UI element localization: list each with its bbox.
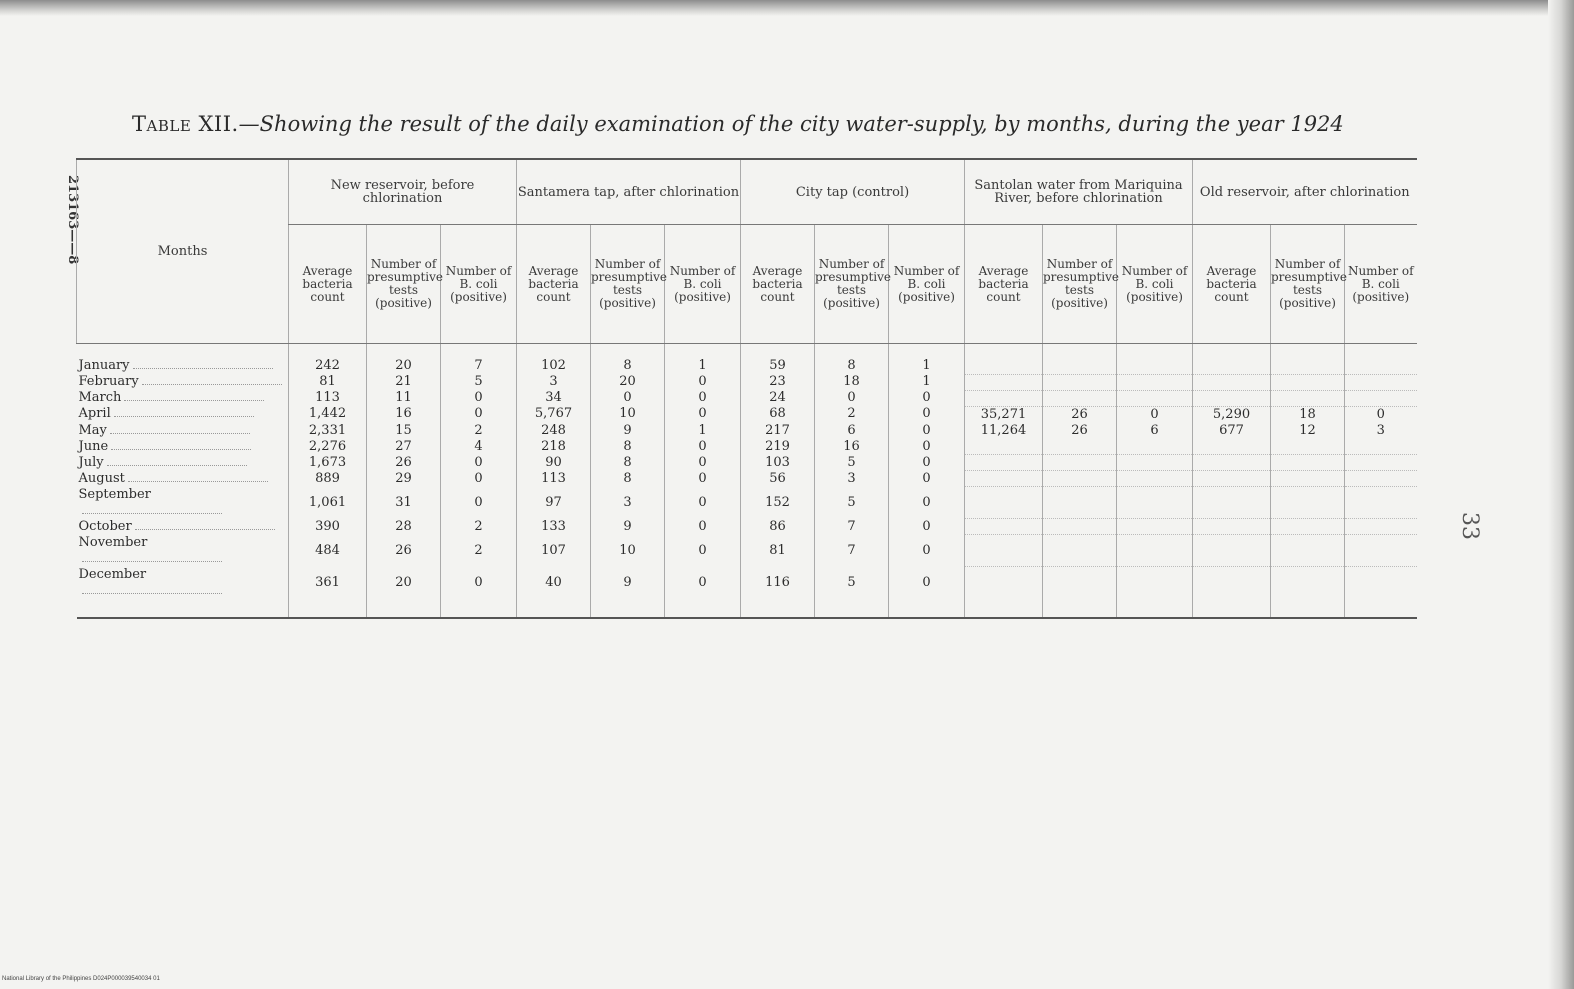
subcolumn-header: Number of B. coli (positive) [441,225,517,344]
month-label: November [78,534,148,550]
subcolumn-header: Number of B. coli (positive) [889,225,965,344]
value-cell: 23 [741,374,815,390]
value-cell [1193,390,1271,406]
value-cell: 677 [1193,423,1271,439]
value-cell [1345,519,1417,535]
group-header: Old reservoir, after chlorination [1193,159,1417,225]
value-cell: 0 [889,471,965,487]
water-supply-table [76,158,1417,619]
value-cell: 26 [367,535,441,567]
subcolumn-header: Number of presumptive tests (positive) [1271,225,1345,344]
value-cell [1117,455,1193,471]
leader-dots [82,561,222,562]
value-cell: 26 [367,455,441,471]
value-cell: 361 [289,567,367,618]
value-cell: 5 [815,567,889,618]
leader-dots [107,465,247,466]
value-cell: 5,290 [1193,406,1271,423]
subcolumn-header: Number of B. coli (positive) [1345,225,1417,344]
table-body [77,344,1417,618]
value-cell [1193,519,1271,535]
leader-dots [82,513,222,514]
value-cell: 0 [889,519,965,535]
leader-dots [111,449,251,450]
value-cell [1117,567,1193,618]
group-header: City tap (control) [741,159,965,225]
value-cell: 4 [441,439,517,455]
value-cell: 9 [591,519,665,535]
page-number: 33 [1457,512,1482,540]
scan-page-fold [1548,0,1574,989]
value-cell [1117,519,1193,535]
table-row [77,519,1417,535]
value-cell [1117,535,1193,567]
value-cell: 102 [517,344,591,375]
value-cell: 16 [367,406,441,423]
value-cell: 20 [367,567,441,618]
value-cell: 6 [1117,423,1193,439]
value-cell: 133 [517,519,591,535]
value-cell: 0 [665,390,741,406]
value-cell [1345,439,1417,455]
value-cell: 116 [741,567,815,618]
value-cell [1193,374,1271,390]
month-cell [77,487,289,519]
value-cell [1043,471,1117,487]
value-cell: 0 [665,471,741,487]
value-cell: 59 [741,344,815,375]
value-cell: 1,673 [289,455,367,471]
value-cell [1271,519,1345,535]
value-cell: 20 [591,374,665,390]
subcolumn-header: Average bacteria count [965,225,1043,344]
value-cell [965,390,1043,406]
value-cell: 40 [517,567,591,618]
table-row [77,406,1417,423]
value-cell: 0 [441,487,517,519]
value-cell [1271,374,1345,390]
value-cell [965,344,1043,375]
value-cell: 0 [441,406,517,423]
month-cell [77,344,289,375]
value-cell [1345,535,1417,567]
value-cell: 16 [815,439,889,455]
month-label: December [78,566,147,582]
subcolumn-header: Number of B. coli (positive) [1117,225,1193,344]
value-cell: 3 [1345,423,1417,439]
value-cell: 15 [367,423,441,439]
value-cell: 0 [665,455,741,471]
value-cell: 218 [517,439,591,455]
value-cell [1271,487,1345,519]
value-cell: 0 [889,423,965,439]
value-cell: 0 [889,406,965,423]
value-cell: 31 [367,487,441,519]
value-cell: 889 [289,471,367,487]
subcolumn-header: Number of B. coli (positive) [665,225,741,344]
table-row [77,344,1417,375]
value-cell: 18 [815,374,889,390]
subcolumn-header: Average bacteria count [517,225,591,344]
value-cell: 81 [289,374,367,390]
value-cell: 8 [815,344,889,375]
value-cell [965,487,1043,519]
value-cell [1117,439,1193,455]
month-label: January [78,358,130,373]
month-cell [77,423,289,439]
value-cell [965,374,1043,390]
value-cell [1193,471,1271,487]
month-cell [77,374,289,390]
value-cell: 0 [889,439,965,455]
value-cell: 242 [289,344,367,375]
table-row [77,535,1417,567]
value-cell: 5,767 [517,406,591,423]
value-cell: 3 [815,471,889,487]
value-cell: 0 [815,390,889,406]
value-cell: 248 [517,423,591,439]
month-cell [77,567,289,618]
value-cell [1271,535,1345,567]
value-cell: 0 [441,471,517,487]
value-cell [965,439,1043,455]
value-cell: 90 [517,455,591,471]
value-cell: 7 [815,519,889,535]
months-header: Months [77,159,289,344]
group-header: Santamera tap, after chlorination [517,159,741,225]
value-cell: 0 [665,374,741,390]
value-cell [965,455,1043,471]
value-cell: 0 [665,535,741,567]
value-cell [1345,344,1417,375]
subcolumn-header: Number of presumptive tests (positive) [367,225,441,344]
value-cell: 27 [367,439,441,455]
value-cell: 9 [591,423,665,439]
value-cell: 0 [1117,406,1193,423]
leader-dots [142,384,282,385]
subcolumn-header: Number of presumptive tests (positive) [591,225,665,344]
value-cell: 1 [889,344,965,375]
footer-credit: National Library of the Philippines D024P000039540034 01 [2,976,160,982]
value-cell [1193,535,1271,567]
value-cell: 103 [741,455,815,471]
value-cell: 2 [441,519,517,535]
value-cell [1117,471,1193,487]
value-cell [1043,567,1117,618]
table-title [132,112,1392,136]
value-cell [1117,374,1193,390]
value-cell: 35,271 [965,406,1043,423]
month-cell [77,535,289,567]
value-cell: 5 [815,487,889,519]
value-cell: 10 [591,535,665,567]
value-cell: 8 [591,439,665,455]
value-cell: 28 [367,519,441,535]
value-cell: 26 [1043,406,1117,423]
value-cell: 8 [591,471,665,487]
value-cell: 81 [741,535,815,567]
value-cell [1345,390,1417,406]
value-cell: 0 [665,519,741,535]
value-cell [1117,390,1193,406]
value-cell [1271,344,1345,375]
value-cell: 2,276 [289,439,367,455]
leader-dots [114,416,254,417]
value-cell: 0 [889,390,965,406]
value-cell: 1,061 [289,487,367,519]
value-cell: 29 [367,471,441,487]
margin-code: 213163——8 [65,175,80,265]
month-label: April [78,406,111,422]
month-label: June [78,438,109,454]
value-cell: 484 [289,535,367,567]
value-cell [1345,374,1417,390]
value-cell: 1 [665,423,741,439]
value-cell: 9 [591,567,665,618]
value-cell: 0 [889,535,965,567]
value-cell [1193,439,1271,455]
value-cell: 24 [741,390,815,406]
value-cell: 34 [517,390,591,406]
value-cell [1345,471,1417,487]
value-cell [1043,487,1117,519]
scan-top-edge [0,0,1574,16]
value-cell: 1 [889,374,965,390]
subcolumn-header: Number of presumptive tests (positive) [1043,225,1117,344]
value-cell: 1,442 [289,406,367,423]
value-cell [1271,455,1345,471]
value-cell: 2 [441,423,517,439]
month-cell [77,455,289,471]
value-cell: 21 [367,374,441,390]
month-label: July [78,454,104,470]
value-cell [1271,471,1345,487]
table-row [77,374,1417,390]
value-cell: 0 [441,567,517,618]
value-cell: 0 [665,406,741,423]
month-cell [77,439,289,455]
value-cell: 1 [665,344,741,375]
month-label: August [78,470,125,486]
value-cell [1193,455,1271,471]
month-cell [77,519,289,535]
value-cell: 152 [741,487,815,519]
value-cell: 26 [1043,423,1117,439]
value-cell: 3 [591,487,665,519]
value-cell: 5 [441,374,517,390]
value-cell: 20 [367,344,441,375]
value-cell [1271,390,1345,406]
table-caption: —Showing the result of the daily examination of the city water-supply, by months, during the year 1924 [238,112,1344,136]
leader-dots [124,400,264,401]
value-cell: 107 [517,535,591,567]
value-cell [1271,567,1345,618]
value-cell [1043,374,1117,390]
value-cell: 6 [815,423,889,439]
value-cell: 3 [517,374,591,390]
value-cell: 113 [517,471,591,487]
value-cell: 0 [889,567,965,618]
value-cell [1193,567,1271,618]
value-cell [1043,439,1117,455]
group-header: New reservoir, before chlorination [289,159,517,225]
value-cell [1271,439,1345,455]
value-cell [1043,535,1117,567]
value-cell: 0 [591,390,665,406]
value-cell: 390 [289,519,367,535]
value-cell: 7 [441,344,517,375]
table-row [77,455,1417,471]
table-row [77,567,1417,618]
month-cell [77,390,289,406]
month-label: September [78,486,151,502]
month-cell [77,471,289,487]
subcolumn-header: Average bacteria count [1193,225,1271,344]
value-cell: 11,264 [965,423,1043,439]
group-header-row [77,159,1417,225]
month-label: February [78,374,139,389]
value-cell [1117,487,1193,519]
value-cell: 97 [517,487,591,519]
subcolumn-header: Average bacteria count [289,225,367,344]
value-cell: 2 [815,406,889,423]
value-cell: 2,331 [289,423,367,439]
leader-dots [82,593,222,594]
value-cell: 7 [815,535,889,567]
value-cell: 86 [741,519,815,535]
month-label: October [78,518,132,534]
month-cell [77,406,289,423]
value-cell: 0 [665,487,741,519]
table-row [77,423,1417,439]
value-cell: 68 [741,406,815,423]
leader-dots [128,481,268,482]
value-cell [1043,519,1117,535]
value-cell: 11 [367,390,441,406]
value-cell: 0 [1345,406,1417,423]
value-cell [965,535,1043,567]
value-cell: 18 [1271,406,1345,423]
value-cell: 56 [741,471,815,487]
table-number: Table XII. [132,112,239,136]
value-cell [965,519,1043,535]
month-label: May [78,422,107,438]
value-cell: 219 [741,439,815,455]
value-cell: 0 [665,439,741,455]
value-cell [1043,390,1117,406]
value-cell: 0 [441,390,517,406]
month-label: March [78,390,122,405]
value-cell: 8 [591,455,665,471]
value-cell [1193,487,1271,519]
leader-dots [133,368,273,369]
value-cell [1043,455,1117,471]
value-cell [965,471,1043,487]
value-cell: 0 [665,567,741,618]
value-cell: 113 [289,390,367,406]
value-cell: 0 [889,455,965,471]
leader-dots [110,433,250,434]
table-row [77,439,1417,455]
value-cell: 0 [889,487,965,519]
value-cell [1193,344,1271,375]
subcolumn-header: Number of presumptive tests (positive) [815,225,889,344]
value-cell: 8 [591,344,665,375]
value-cell [1043,344,1117,375]
group-header: Santolan water from Mariquina River, before chlorination [965,159,1193,225]
value-cell [1117,344,1193,375]
value-cell [965,567,1043,618]
leader-dots [135,529,275,530]
value-cell: 12 [1271,423,1345,439]
table-row [77,487,1417,519]
table-row [77,390,1417,406]
value-cell: 5 [815,455,889,471]
value-cell: 0 [441,455,517,471]
value-cell [1345,487,1417,519]
value-cell [1345,567,1417,618]
subcolumn-header: Average bacteria count [741,225,815,344]
value-cell [1345,455,1417,471]
value-cell: 10 [591,406,665,423]
value-cell: 2 [441,535,517,567]
value-cell: 217 [741,423,815,439]
table-row [77,471,1417,487]
